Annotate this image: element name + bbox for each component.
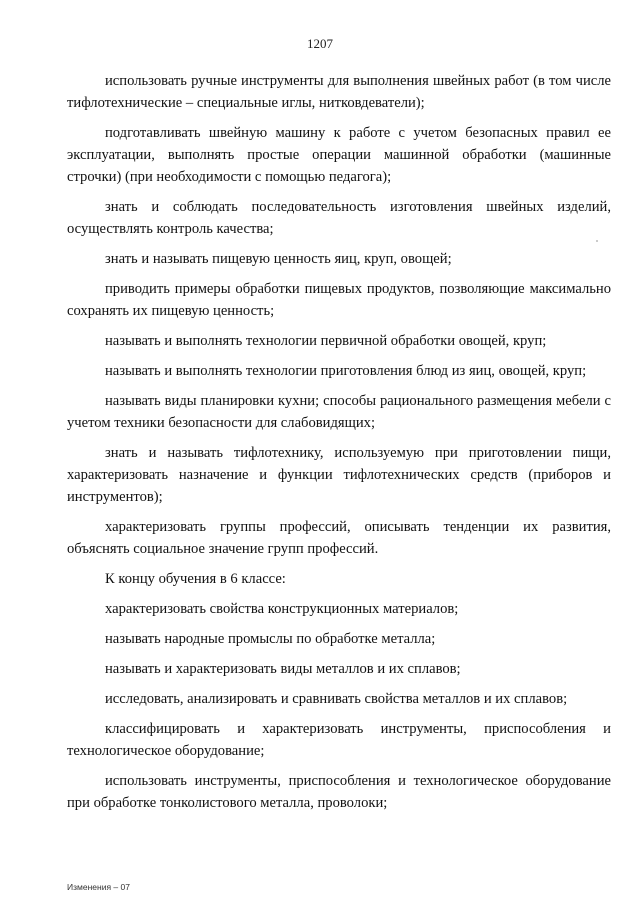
- paragraph: использовать ручные инструменты для выполнения швейных работ (в том числе тифлотехнические – специальные иглы, нитковдеватели);: [67, 73, 611, 111]
- paragraph: характеризовать свойства конструкционных материалов;: [105, 601, 459, 617]
- paragraph: классифицировать и характеризовать инструменты, приспособления и технологическое оборудование;: [67, 721, 611, 759]
- paragraph: использовать инструменты, приспособления и технологическое оборудование при обработке тонколистового металла, проволоки;: [67, 773, 611, 811]
- paragraph: называть виды планировки кухни; способы рационального размещения мебели с учетом техники безопасности для слабовидящих;: [67, 393, 611, 431]
- paragraph: знать и называть тифлотехнику, используемую при приготовлении пищи, характеризовать назначение и функции тифлотехнических средств (приборов и инструментов);: [67, 445, 611, 505]
- paragraph: называть и выполнять технологии приготовления блюд из яиц, овощей, круп;: [105, 363, 587, 379]
- section-heading: К концу обучения в 6 классе:: [105, 571, 286, 587]
- paragraph: знать и соблюдать последовательность изготовления швейных изделий, осуществлять контроль качества;: [67, 199, 611, 237]
- paragraph: характеризовать группы профессий, описывать тенденции их развития, объяснять социальное значение групп профессий.: [67, 519, 611, 557]
- paragraph: приводить примеры обработки пищевых продуктов, позволяющие максимально сохранять их пищевую ценность;: [67, 281, 611, 319]
- paragraph: знать и называть пищевую ценность яиц, круп, овощей;: [105, 251, 452, 267]
- paragraph: подготавливать швейную машину к работе с учетом безопасных правил ее эксплуатации, выполнять простые операции машинной обработки (машинные строчки) (при необходимости с помощью педагога);: [67, 125, 611, 185]
- paragraph: называть народные промыслы по обработке металла;: [105, 631, 436, 647]
- paragraph: называть и характеризовать виды металлов и их сплавов;: [105, 661, 461, 677]
- revision-footer: Изменения – 07: [67, 882, 130, 892]
- paragraph: исследовать, анализировать и сравнивать свойства металлов и их сплавов;: [105, 691, 568, 707]
- paragraph: называть и выполнять технологии первичной обработки овощей, круп;: [105, 333, 547, 349]
- scan-speck: [596, 240, 598, 242]
- page-number: 1207: [307, 36, 333, 51]
- page-body: [67, 70, 611, 822]
